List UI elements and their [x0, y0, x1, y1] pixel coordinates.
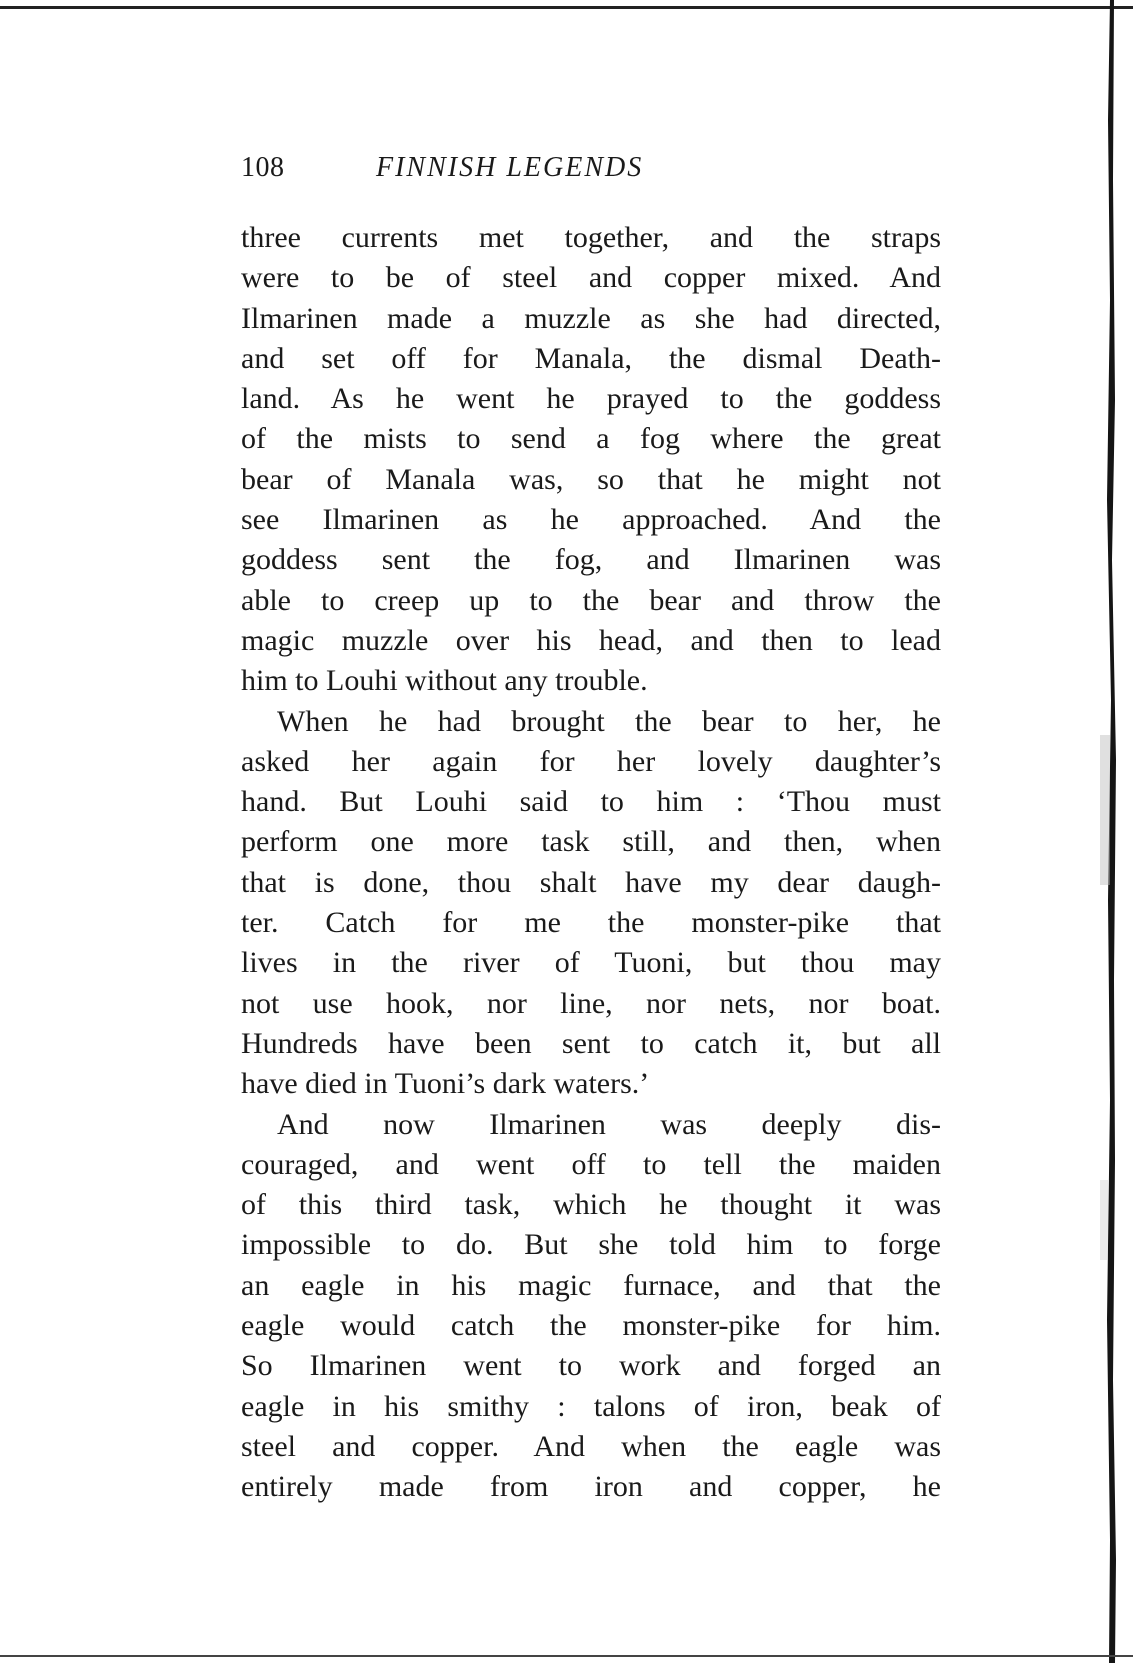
text-line: have died in Tuoni’s dark waters.’ [241, 1067, 650, 1101]
text-line: him to Louhi without any trouble. [241, 664, 648, 698]
text-line: Ilmarinen made a muzzle as she had directed, [241, 301, 941, 335]
text-line: lives in the river of Tuoni, but thou may [241, 946, 941, 980]
text-line: couraged, and went off to tell the maiden [241, 1147, 941, 1181]
text-line: magic muzzle over his head, and then to lead [241, 623, 941, 657]
text-line: impossible to do. But she told him to forge [241, 1228, 941, 1262]
page-header [241, 152, 941, 192]
text-line: hand. But Louhi said to him : ‘Thou must [241, 785, 941, 819]
body-text [241, 218, 941, 1508]
text-line: of the mists to send a fog where the great [241, 422, 941, 456]
text-line: of this third task, which he thought it was [241, 1188, 941, 1222]
text-line: Hundreds have been sent to catch it, but all [241, 1026, 941, 1060]
text-line: land. As he went he prayed to the goddess [241, 382, 941, 416]
text-line: eagle would catch the monster-pike for him. [241, 1309, 941, 1343]
text-line: goddess sent the fog, and Ilmarinen was [241, 543, 941, 577]
text-line: And now Ilmarinen was deeply dis- [277, 1107, 941, 1141]
text-line: asked her again for her lovely daughter’s [241, 744, 941, 778]
text-line: see Ilmarinen as he approached. And the [241, 503, 941, 537]
text-line: So Ilmarinen went to work and forged an [241, 1349, 941, 1383]
text-line: three currents met together, and the straps [241, 221, 941, 254]
running-title: FINNISH LEGENDS [376, 152, 644, 183]
text-line: not use hook, nor line, nor nets, nor boat. [241, 986, 941, 1020]
top-rule [0, 6, 1133, 9]
text-line: When he had brought the bear to her, he [277, 704, 941, 738]
page-number: 108 [241, 152, 285, 183]
bottom-rule [0, 1655, 1133, 1657]
text-line: bear of Manala was, so that he might not [241, 462, 941, 496]
text-line: steel and copper. And when the eagle was [241, 1429, 941, 1463]
text-line: were to be of steel and copper mixed. And [241, 261, 941, 295]
text-line: entirely made from iron and copper, he [241, 1470, 941, 1504]
binding-edge [1100, 0, 1133, 1663]
text-line: and set off for Manala, the dismal Death- [241, 341, 941, 375]
text-line: an eagle in his magic furnace, and that the [241, 1268, 941, 1302]
text-line: able to creep up to the bear and throw the [241, 583, 941, 617]
text-line: perform one more task still, and then, when [241, 825, 941, 859]
text-line: eagle in his smithy : talons of iron, beak of [241, 1389, 941, 1423]
text-line: ter. Catch for me the monster-pike that [241, 906, 941, 940]
text-line: that is done, thou shalt have my dear daugh- [241, 865, 941, 899]
